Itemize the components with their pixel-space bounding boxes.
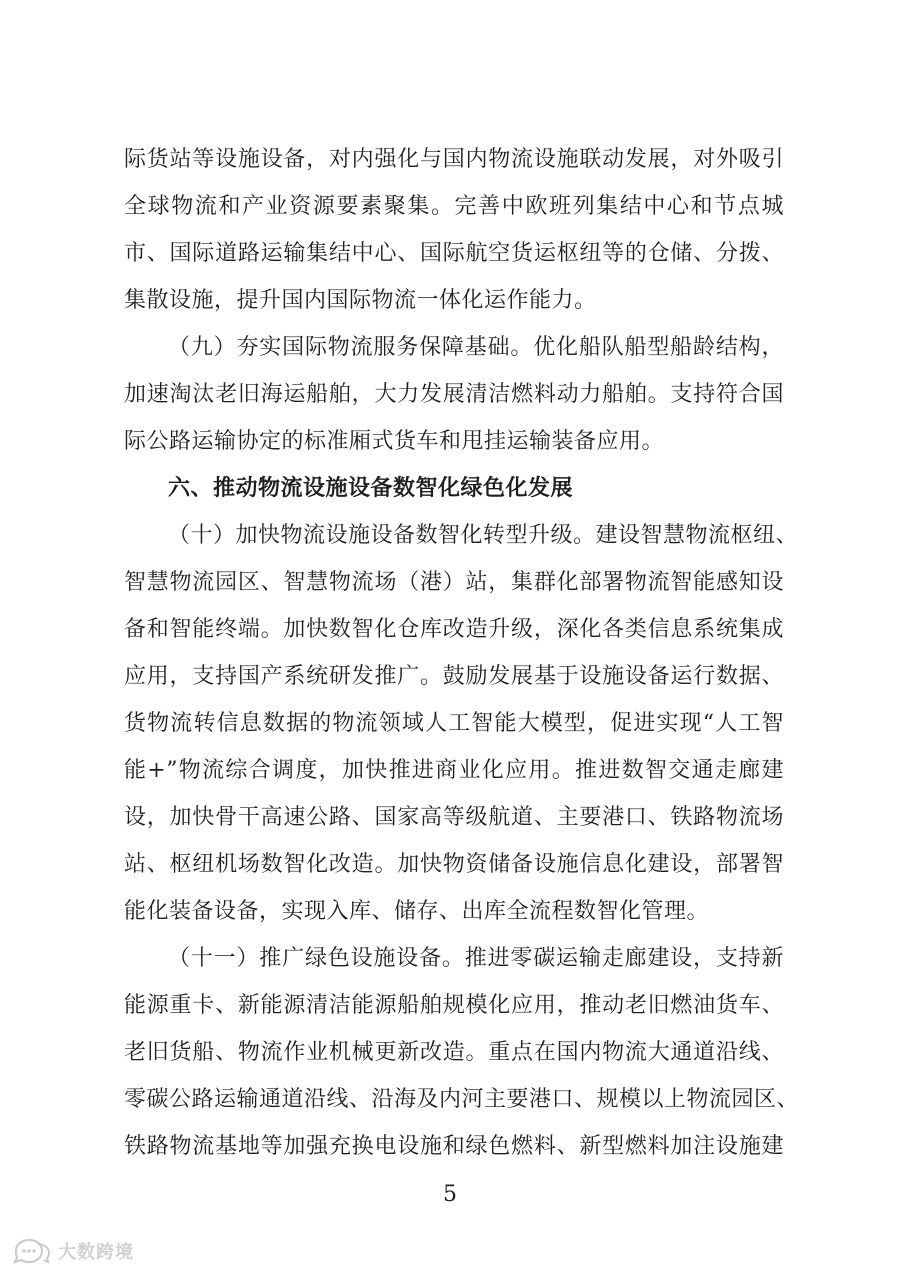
body-text-line: 集散设施，提升国内国际物流一体化运作能力。 [124,288,597,313]
body-text-line: 站、枢纽机场数智化改造。加快物资储备设施信息化建设，部署智 [124,852,784,877]
body-text-line: 能化装备设备，实现入库、储存、出库全流程数智化管理。 [124,899,710,924]
body-text-line: 货物流转信息数据的物流领域人工智能大模型，促进实现“人工智 [124,711,784,736]
body-text-line: 智慧物流园区、智慧物流场（港）站，集群化部署物流智能感知设 [124,570,784,595]
subsection-heading: （十一）推广绿色设施设备。 [168,946,465,971]
body-text-line: 零碳公路运输通道沿线、沿海及内河主要港口、规模以上物流园区、 [124,1087,800,1112]
body-text-line: 能+”物流综合调度，加快推进商业化应用。推进数智交通走廊建 [124,758,784,783]
body-text-run: 建设智慧物流枢纽、 [595,523,799,548]
body-text-line: 加速淘汰老旧海运船舶，大力发展清洁燃料动力船舶。支持符合国 [124,382,784,407]
page-number: 5 [443,1182,457,1207]
body-text-line: 能源重卡、新能源清洁能源船舶规模化应用，推动老旧燃油货车、 [124,993,784,1018]
body-text-line: 备和智能终端。加快数智化仓库改造升级，深化各类信息系统集成 [124,617,784,642]
body-text-line: 应用，支持国产系统研发推广。鼓励发展基于设施设备运行数据、 [124,664,784,689]
body-text-line: 市、国际道路运输集结中心、国际航空货运枢纽等的仓储、分拨、 [124,241,784,266]
watermark-text: 大数跨境 [58,1242,134,1263]
body-text-line: 全球物流和产业资源要素聚集。完善中欧班列集结中心和节点城 [124,194,784,219]
subsection-line [168,521,799,551]
body-text-line: 际货站等设施设备，对内强化与国内物流设施联动发展，对外吸引 [124,147,784,172]
chat-bubble-logo-icon [12,1238,52,1264]
subsection-line [168,333,784,363]
body-text-line: 铁路物流基地等加强充换电设施和绿色燃料、新型燃料加注设施建 [124,1134,784,1159]
subsection-heading: （九）夯实国际物流服务保障基础。 [168,335,534,360]
subsection-heading: （十）加快物流设施设备数智化转型升级。 [168,523,596,548]
body-text-run: 推进零碳运输走廊建设，支持新 [464,946,784,971]
body-text-line: 设，加快骨干高速公路、国家高等级航道、主要港口、铁路物流场 [124,805,784,830]
body-text-line: 老旧货船、物流作业机械更新改造。重点在国内物流大通道沿线、 [124,1040,784,1065]
body-text-line: 际公路运输协定的标准厢式货车和甩挂运输装备应用。 [124,429,665,454]
subsection-line [168,944,784,974]
section-heading: 六、推动物流设施设备数智化绿色化发展 [168,476,574,501]
watermark [12,1236,134,1266]
body-text-run: 优化船队船型船龄结构， [533,335,784,360]
